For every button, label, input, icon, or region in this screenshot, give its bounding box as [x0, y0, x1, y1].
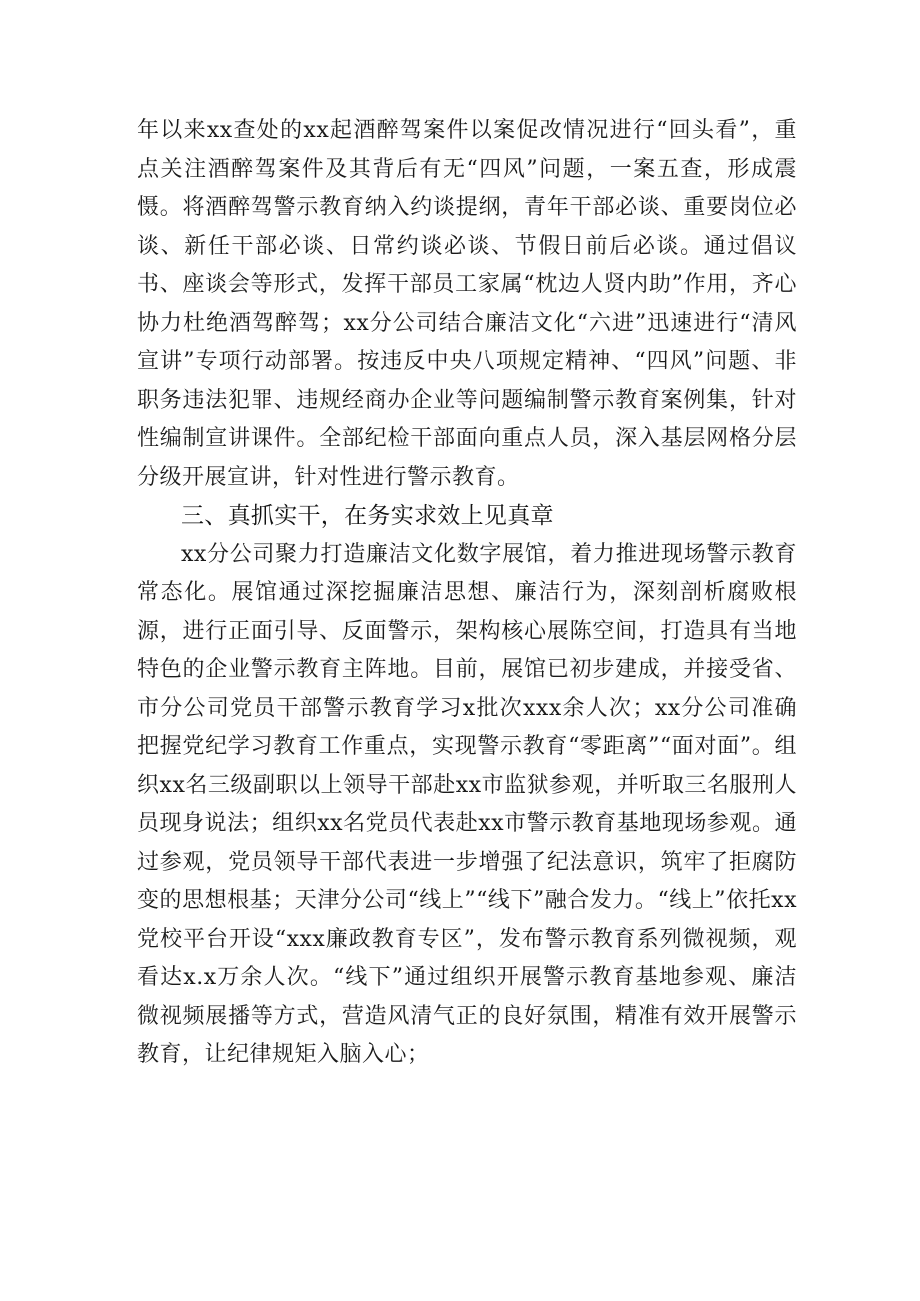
- paragraph-continuation: 年以来xx查处的xx起酒醉驾案件以案促改情况进行“回头看”，重点关注酒醉驾案件及其背后有无“四风”问题，一案五查，形成震慑。将酒醉驾警示教育纳入约谈提纲，青年干部必谈、重要岗位必谈、新任干部必谈、日常约谈必谈、节假日前后必谈。通过倡议书、座谈会等形式，发挥干部员工家属“枕边人贤内助”作用，齐心协力杜绝酒驾醉驾；xx分公司结合廉洁文化“六进”迅速进行“清风宣讲”专项行动部署。按违反中央八项规定精神、“四风”问题、非职务违法犯罪、违规经商办企业等问题编制警示教育案例集，针对性编制宣讲课件。全部纪检干部面向重点人员，深入基层网格分层分级开展宣讲，针对性进行警示教育。: [137, 118, 797, 490]
- paragraph-body: xx分公司聚力打造廉洁文化数字展馆，着力推进现场警示教育常态化。展馆通过深挖掘廉洁思想、廉洁行为，深刻剖析腐败根源，进行正面引导、反面警示，架构核心展陈空间，打造具有当地特色的企业警示教育主阵地。目前，展馆已初步建成，并接受省、市分公司党员干部警示教育学习x批次xxx余人次；xx分公司准确把握党纪学习教育工作重点，实现警示教育“零距离”“面对面”。组织xx名三级副职以上领导干部赴xx市监狱参观，并听取三名服刑人员现身说法；组织xx名党员代表赴xx市警示教育基地现场参观。通过参观，党员领导干部代表进一步增强了纪法意识，筑牢了拒腐防变的思想根基；天津分公司“线上”“线下”融合发力。“线上”依托xx党校平台开设“xxx廉政教育专区”，发布警示教育系列微视频，观看达x.x万余人次。“线下”通过组织开展警示教育基地参观、廉洁微视频展播等方式，营造风清气正的良好氛围，精准有效开展警示教育，让纪律规矩入脑入心；: [137, 541, 797, 1067]
- document-body: [137, 112, 797, 1075]
- section-heading: 三、真抓实干，在务实求效上见真章: [181, 503, 554, 529]
